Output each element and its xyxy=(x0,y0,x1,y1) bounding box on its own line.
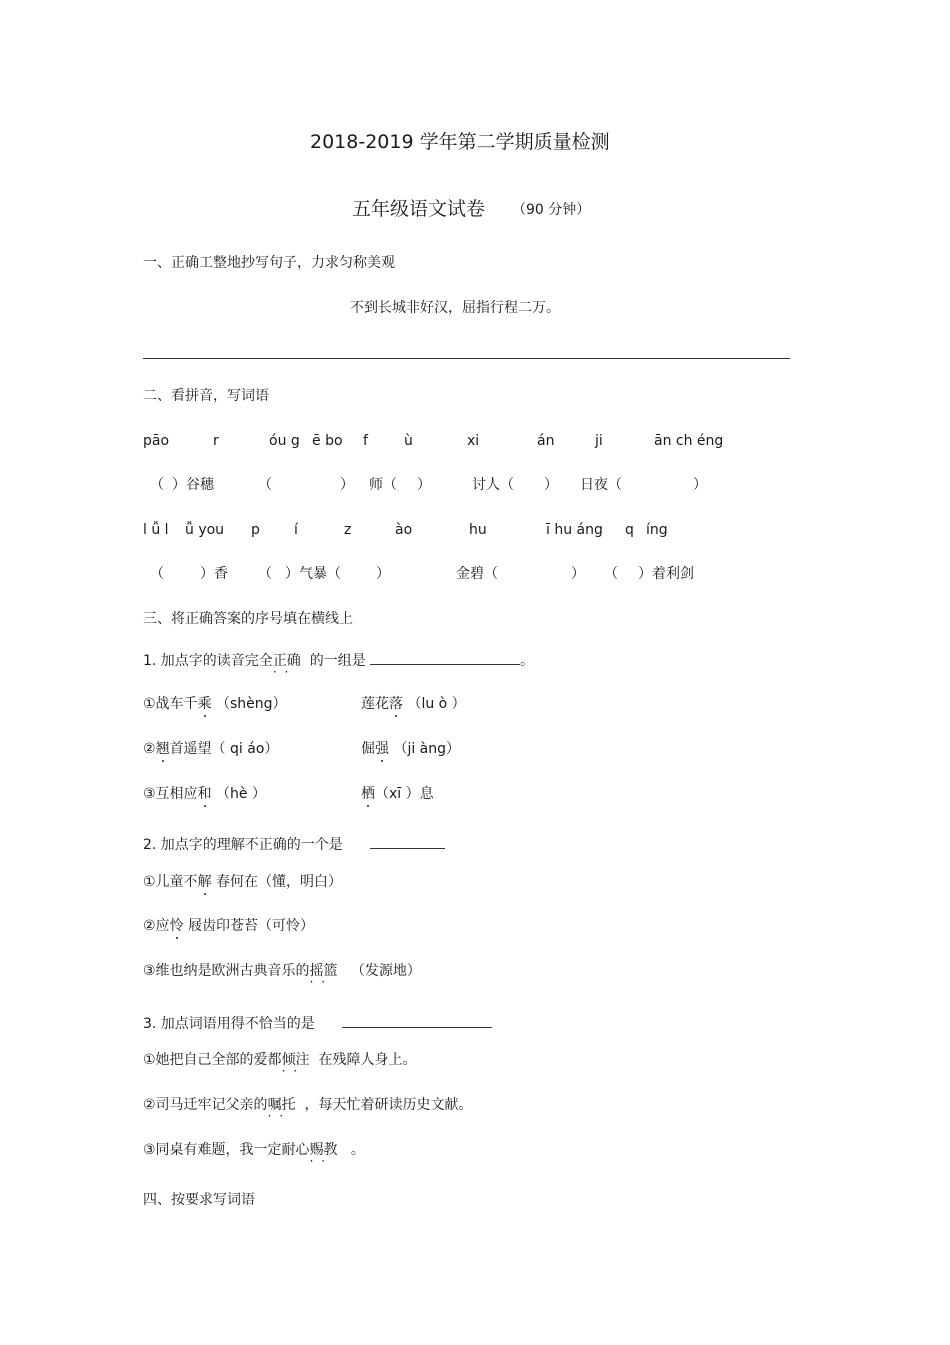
option-text: 春何在（懂，明白） xyxy=(216,874,343,890)
option-text: 屐齿印苍苔（可怜） xyxy=(188,918,315,934)
q1-suffix: 的一组是 xyxy=(309,653,366,669)
exam-title: 2018-2019 学年第二学期质量检测 xyxy=(310,131,610,153)
q2-answer-blank[interactable] xyxy=(370,836,445,849)
pinyin: í xyxy=(294,522,298,538)
pinyin: p xyxy=(251,522,260,538)
q3-option-1 xyxy=(143,1053,416,1067)
q2-stem-text: 2. 加点字的理解不正确的一个是 xyxy=(143,837,343,853)
pinyin: ji xyxy=(595,433,603,449)
option-pinyin: （ji àng） xyxy=(393,741,461,757)
pinyin: xi xyxy=(467,433,480,449)
word-blank[interactable]: ）谷穗 xyxy=(172,477,214,493)
q1-stem xyxy=(143,652,534,668)
q3-stem-text: 3. 加点词语用得不恰当的是 xyxy=(143,1016,315,1032)
pinyin: l ǚ l xyxy=(143,522,169,538)
q1-option-2-left xyxy=(143,742,278,756)
pinyin: z xyxy=(344,522,352,538)
paren-open: 日夜（ xyxy=(580,477,622,493)
option-text: ①她把自己全部的爱都 xyxy=(143,1052,282,1068)
word-blank[interactable]: ） xyxy=(417,477,431,493)
paren-close: ） xyxy=(571,566,585,582)
dotted-char: 翘 xyxy=(155,741,170,757)
option-text: 在残障人身上。 xyxy=(318,1052,417,1068)
pinyin: ān ch éng xyxy=(654,433,724,449)
option-pinyin: （lu ò ） xyxy=(407,696,466,712)
q1-end: 。 xyxy=(520,653,535,669)
pinyin: ù xyxy=(404,433,413,449)
option-text: ③互相应 xyxy=(143,786,198,802)
dotted-char: 和 xyxy=(197,786,212,802)
pinyin: ī hu áng xyxy=(546,522,603,538)
paren-open: （ xyxy=(604,566,618,582)
q1-prefix: 1. 加点字的读音完全 xyxy=(143,653,273,669)
option-text: ①儿童不 xyxy=(143,874,198,890)
pinyin: hu xyxy=(469,522,487,538)
word-blank[interactable]: ） xyxy=(693,477,707,493)
q1-option-3-left xyxy=(143,787,266,801)
exam-duration: （90 分钟） xyxy=(512,202,591,218)
q1-option-2-right xyxy=(361,742,460,756)
option-text: ③同桌有难题，我一定耐心 xyxy=(143,1142,310,1158)
pinyin: ào xyxy=(395,522,413,538)
word-blank[interactable]: ） xyxy=(340,477,354,493)
section4-heading: 四、按要求写词语 xyxy=(143,1192,255,1208)
pinyin: óu g xyxy=(269,433,300,449)
paren-open: （ xyxy=(150,566,164,582)
option-pinyin: （hè ） xyxy=(216,786,266,802)
q3-answer-blank[interactable] xyxy=(342,1015,492,1028)
dotted-char: 解 xyxy=(197,874,212,890)
dotted-char: 怜 xyxy=(169,918,184,934)
copy-sentence: 不到长城非好汉，屈指行程二万。 xyxy=(350,300,560,316)
option-text: 莲花 xyxy=(361,696,389,712)
dotted-char: 栖 xyxy=(361,786,375,802)
word-blank[interactable]: ） xyxy=(544,477,558,493)
paren-open: 师（ xyxy=(369,477,397,493)
paren-open: （ xyxy=(150,477,164,493)
option-text: ①战车千 xyxy=(143,696,198,712)
section1-heading: 一、正确工整地抄写句子，力求匀称美观 xyxy=(143,255,395,271)
dotted-word: 嘱托 · · xyxy=(268,1097,296,1113)
pinyin: f xyxy=(363,433,368,449)
dotted-word: 赐教 · · xyxy=(310,1142,338,1158)
q3-option-3 xyxy=(143,1143,365,1157)
q3-option-2 xyxy=(143,1098,472,1112)
word-blank[interactable]: ）香 xyxy=(200,566,228,582)
option-text: ③维也纳是欧洲古典音乐的 xyxy=(143,963,310,979)
q3-stem xyxy=(143,1015,492,1031)
option-text: 倔 xyxy=(361,741,375,757)
option-text: ，每天忙着研读历史文献。 xyxy=(304,1097,473,1113)
option-text: （发源地） xyxy=(350,963,421,979)
dotted-char: 乘 xyxy=(197,696,212,712)
pinyin: pāo xyxy=(143,433,170,449)
option-pinyin: 首遥望（ qi áo） xyxy=(169,741,279,757)
option-text: ② xyxy=(143,741,156,757)
pinyin: q xyxy=(625,522,634,538)
q1-option-3-right xyxy=(361,787,434,801)
paren-close: ） xyxy=(376,566,390,582)
dotted-word: 摇篮 · · xyxy=(310,963,338,979)
q2-option-1 xyxy=(143,875,342,889)
q2-option-3 xyxy=(143,964,421,978)
dotted-word: 倾注 · · xyxy=(282,1052,310,1068)
dotted-char: 强 xyxy=(375,741,389,757)
paren-open: （ xyxy=(258,566,272,582)
pinyin: ǚ you xyxy=(185,522,225,538)
exam-subtitle: 五年级语文试卷 xyxy=(352,198,486,220)
word-blank[interactable]: ）气暴（ xyxy=(285,566,341,582)
option-text: ②应 xyxy=(143,918,170,934)
word-blank[interactable]: 金碧（ xyxy=(456,566,498,582)
option-pinyin: （xī ）息 xyxy=(375,786,434,802)
word-blank[interactable]: ）着利剑 xyxy=(638,566,694,582)
writing-line xyxy=(143,358,790,359)
pinyin: r xyxy=(213,433,219,449)
option-pinyin: （shèng） xyxy=(216,696,287,712)
q2-option-2 xyxy=(143,919,314,933)
option-text: 。 xyxy=(350,1142,365,1158)
dotted-char: 落 xyxy=(389,696,403,712)
q1-option-1-right xyxy=(361,697,466,711)
option-text: ②司马迁牢记父亲的 xyxy=(143,1097,268,1113)
section3-heading: 三、将正确答案的序号填在横线上 xyxy=(143,611,353,627)
pinyin: án xyxy=(537,433,555,449)
section2-heading: 二、看拼音，写词语 xyxy=(143,388,269,404)
q1-dotted-word: 正确 · · xyxy=(273,653,301,669)
pinyin: íng xyxy=(646,522,668,538)
q2-stem xyxy=(143,836,445,852)
q1-answer-blank[interactable] xyxy=(370,652,520,665)
paren-open: （ xyxy=(258,477,272,493)
pinyin: ē bo xyxy=(312,433,343,449)
q1-option-1-left xyxy=(143,697,287,711)
paren-open: 讨人（ xyxy=(472,477,514,493)
